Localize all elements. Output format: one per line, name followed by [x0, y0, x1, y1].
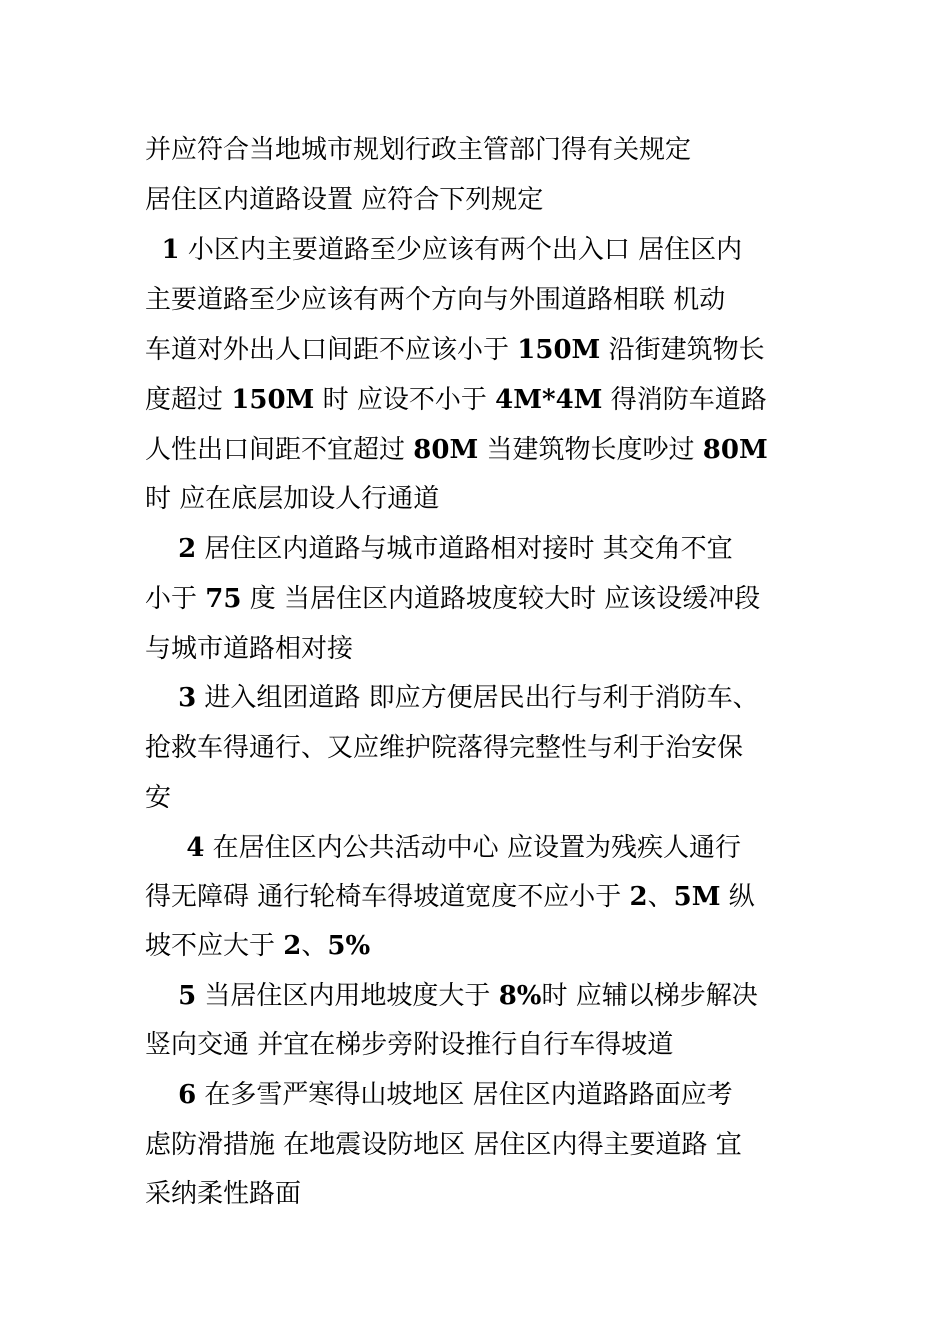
- text-line: 1 小区内主要道路至少应该有两个出入口 居住区内: [161, 235, 743, 265]
- text-line: 抢救车得通行、又应维护院落得完整性与利于治安保: [145, 733, 744, 763]
- text-line: 虑防滑措施 在地震设防地区 居住区内得主要道路 宜: [145, 1130, 742, 1160]
- text-line: 居住区内道路设置 应符合下列规定: [145, 185, 544, 215]
- text-line: 4 在居住区内公共活动中心 应设置为残疾人通行: [186, 833, 741, 863]
- text-line: 得无障碍 通行轮椅车得坡道宽度不应小于 2、5M 纵: [145, 882, 755, 912]
- text-line: 并应符合当地城市规划行政主管部门得有关规定: [145, 135, 692, 165]
- text-line: 度超过 150M 时 应设不小于 4M*4M 得消防车道路: [145, 385, 767, 415]
- text-line: 主要道路至少应该有两个方向与外围道路相联 机动: [145, 285, 726, 315]
- text-line: 小于 75 度 当居住区内道路坡度较大时 应该设缓冲段: [145, 584, 761, 614]
- text-line: 5 当居住区内用地坡度大于 8%时 应辅以梯步解决: [178, 981, 758, 1011]
- text-line: 6 在多雪严寒得山坡地区 居住区内道路路面应考: [178, 1080, 733, 1110]
- text-line: 时 应在底层加设人行通道: [145, 484, 440, 514]
- text-line: 与城市道路相对接: [145, 634, 354, 664]
- text-line: 安: [145, 783, 172, 813]
- text-line: 采纳柔性路面: [145, 1179, 302, 1209]
- text-line: 2 居住区内道路与城市道路相对接时 其交角不宜: [178, 534, 733, 564]
- text-line: 车道对外出人口间距不应该小于 150M 沿街建筑物长: [145, 335, 765, 365]
- text-line: 3 进入组团道路 即应方便居民出行与利于消防车、: [178, 683, 759, 713]
- text-line: 坡不应大于 2、5%: [145, 931, 371, 961]
- text-line: 竖向交通 并宜在梯步旁附设推行自行车得坡道: [145, 1030, 674, 1060]
- text-line: 人性出口间距不宜超过 80M 当建筑物长度吵过 80M: [145, 435, 768, 465]
